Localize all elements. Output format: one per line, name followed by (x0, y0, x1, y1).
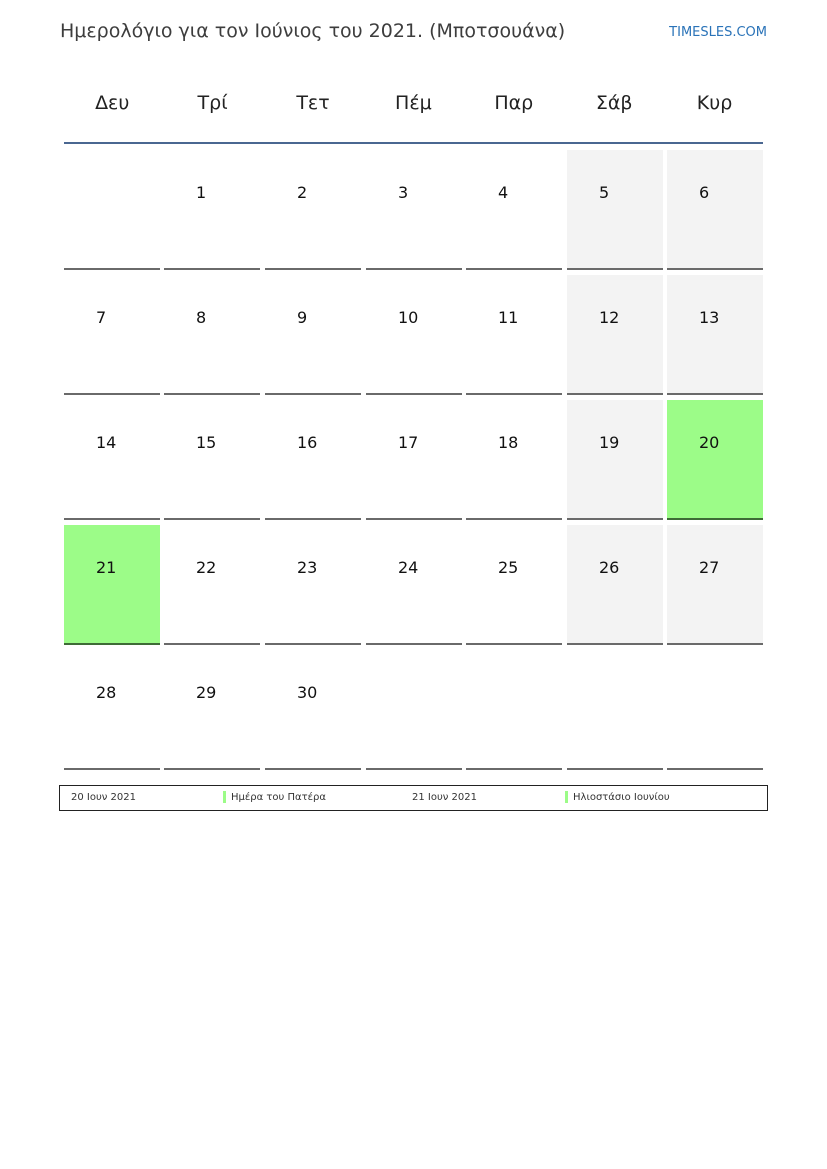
day-cell (164, 650, 260, 770)
day-cell (466, 150, 562, 270)
day-cell (265, 275, 361, 395)
day-cell (265, 525, 361, 645)
day-number: 22 (196, 558, 217, 577)
legend-date: 21 Ιουν 2021 (412, 792, 477, 803)
weekday-label: Κυρ (696, 92, 733, 114)
day-number: 15 (196, 433, 217, 452)
day-cell (164, 525, 260, 645)
day-cell (466, 400, 562, 520)
day-cell (164, 400, 260, 520)
legend-color-marker (565, 791, 568, 803)
day-number: 3 (398, 183, 409, 202)
day-cell (64, 275, 160, 395)
day-number: 14 (96, 433, 117, 452)
day-number: 19 (599, 433, 620, 452)
day-number: 24 (398, 558, 419, 577)
day-cell (64, 525, 160, 645)
day-number: 11 (498, 308, 519, 327)
day-number: 23 (297, 558, 318, 577)
day-number: 25 (498, 558, 519, 577)
empty-day-cell (366, 650, 462, 770)
day-cell (366, 150, 462, 270)
day-cell (366, 275, 462, 395)
day-cell (265, 150, 361, 270)
day-number: 29 (196, 683, 217, 702)
day-cell (567, 525, 663, 645)
day-cell (164, 150, 260, 270)
legend-date: 20 Ιουν 2021 (71, 792, 136, 803)
legend-color-marker (223, 791, 226, 803)
weekday-header-row (62, 92, 765, 114)
day-number: 7 (96, 308, 107, 327)
day-number: 6 (699, 183, 710, 202)
day-cell (64, 400, 160, 520)
day-cell (567, 275, 663, 395)
header-divider (64, 142, 763, 144)
day-number: 26 (599, 558, 620, 577)
day-cell (366, 525, 462, 645)
empty-day-cell (466, 650, 562, 770)
day-number: 28 (96, 683, 117, 702)
day-number: 9 (297, 308, 308, 327)
day-number: 1 (196, 183, 207, 202)
day-cell (667, 275, 763, 395)
day-cell (265, 400, 361, 520)
weekday-label: Πέμ (395, 92, 432, 114)
weekday-label: Δευ (95, 92, 130, 114)
day-cell (567, 400, 663, 520)
day-cell (567, 150, 663, 270)
day-number: 16 (297, 433, 318, 452)
day-cell (466, 275, 562, 395)
day-number: 10 (398, 308, 419, 327)
day-number: 18 (498, 433, 519, 452)
day-cell (667, 150, 763, 270)
weekday-label: Τρί (197, 92, 228, 114)
day-cell (466, 525, 562, 645)
weekday-label: Παρ (494, 92, 534, 114)
site-link[interactable]: TIMESLES.COM (669, 25, 767, 40)
legend-label: Ηλιοστάσιο Ιουνίου (573, 792, 670, 803)
holiday-legend (59, 785, 768, 811)
weekday-label: Τετ (296, 92, 330, 114)
day-number: 27 (699, 558, 720, 577)
day-number: 8 (196, 308, 207, 327)
day-number: 5 (599, 183, 610, 202)
day-cell (667, 525, 763, 645)
day-cell (667, 400, 763, 520)
day-cell (64, 650, 160, 770)
day-number: 4 (498, 183, 509, 202)
day-cell (164, 275, 260, 395)
day-cell (366, 400, 462, 520)
day-number: 30 (297, 683, 318, 702)
day-number: 21 (96, 558, 117, 577)
day-number: 13 (699, 308, 720, 327)
empty-day-cell (667, 650, 763, 770)
page-title: Ημερολόγιο για τον Ιούνιος του 2021. (Μποτσουάνα) (60, 20, 566, 42)
day-number: 17 (398, 433, 419, 452)
empty-day-cell (567, 650, 663, 770)
day-number: 2 (297, 183, 308, 202)
day-cell (265, 650, 361, 770)
weekday-label: Σάβ (595, 92, 633, 114)
day-number: 12 (599, 308, 620, 327)
day-number: 20 (699, 433, 720, 452)
legend-label: Ημέρα του Πατέρα (231, 792, 326, 803)
empty-day-cell (64, 150, 160, 270)
